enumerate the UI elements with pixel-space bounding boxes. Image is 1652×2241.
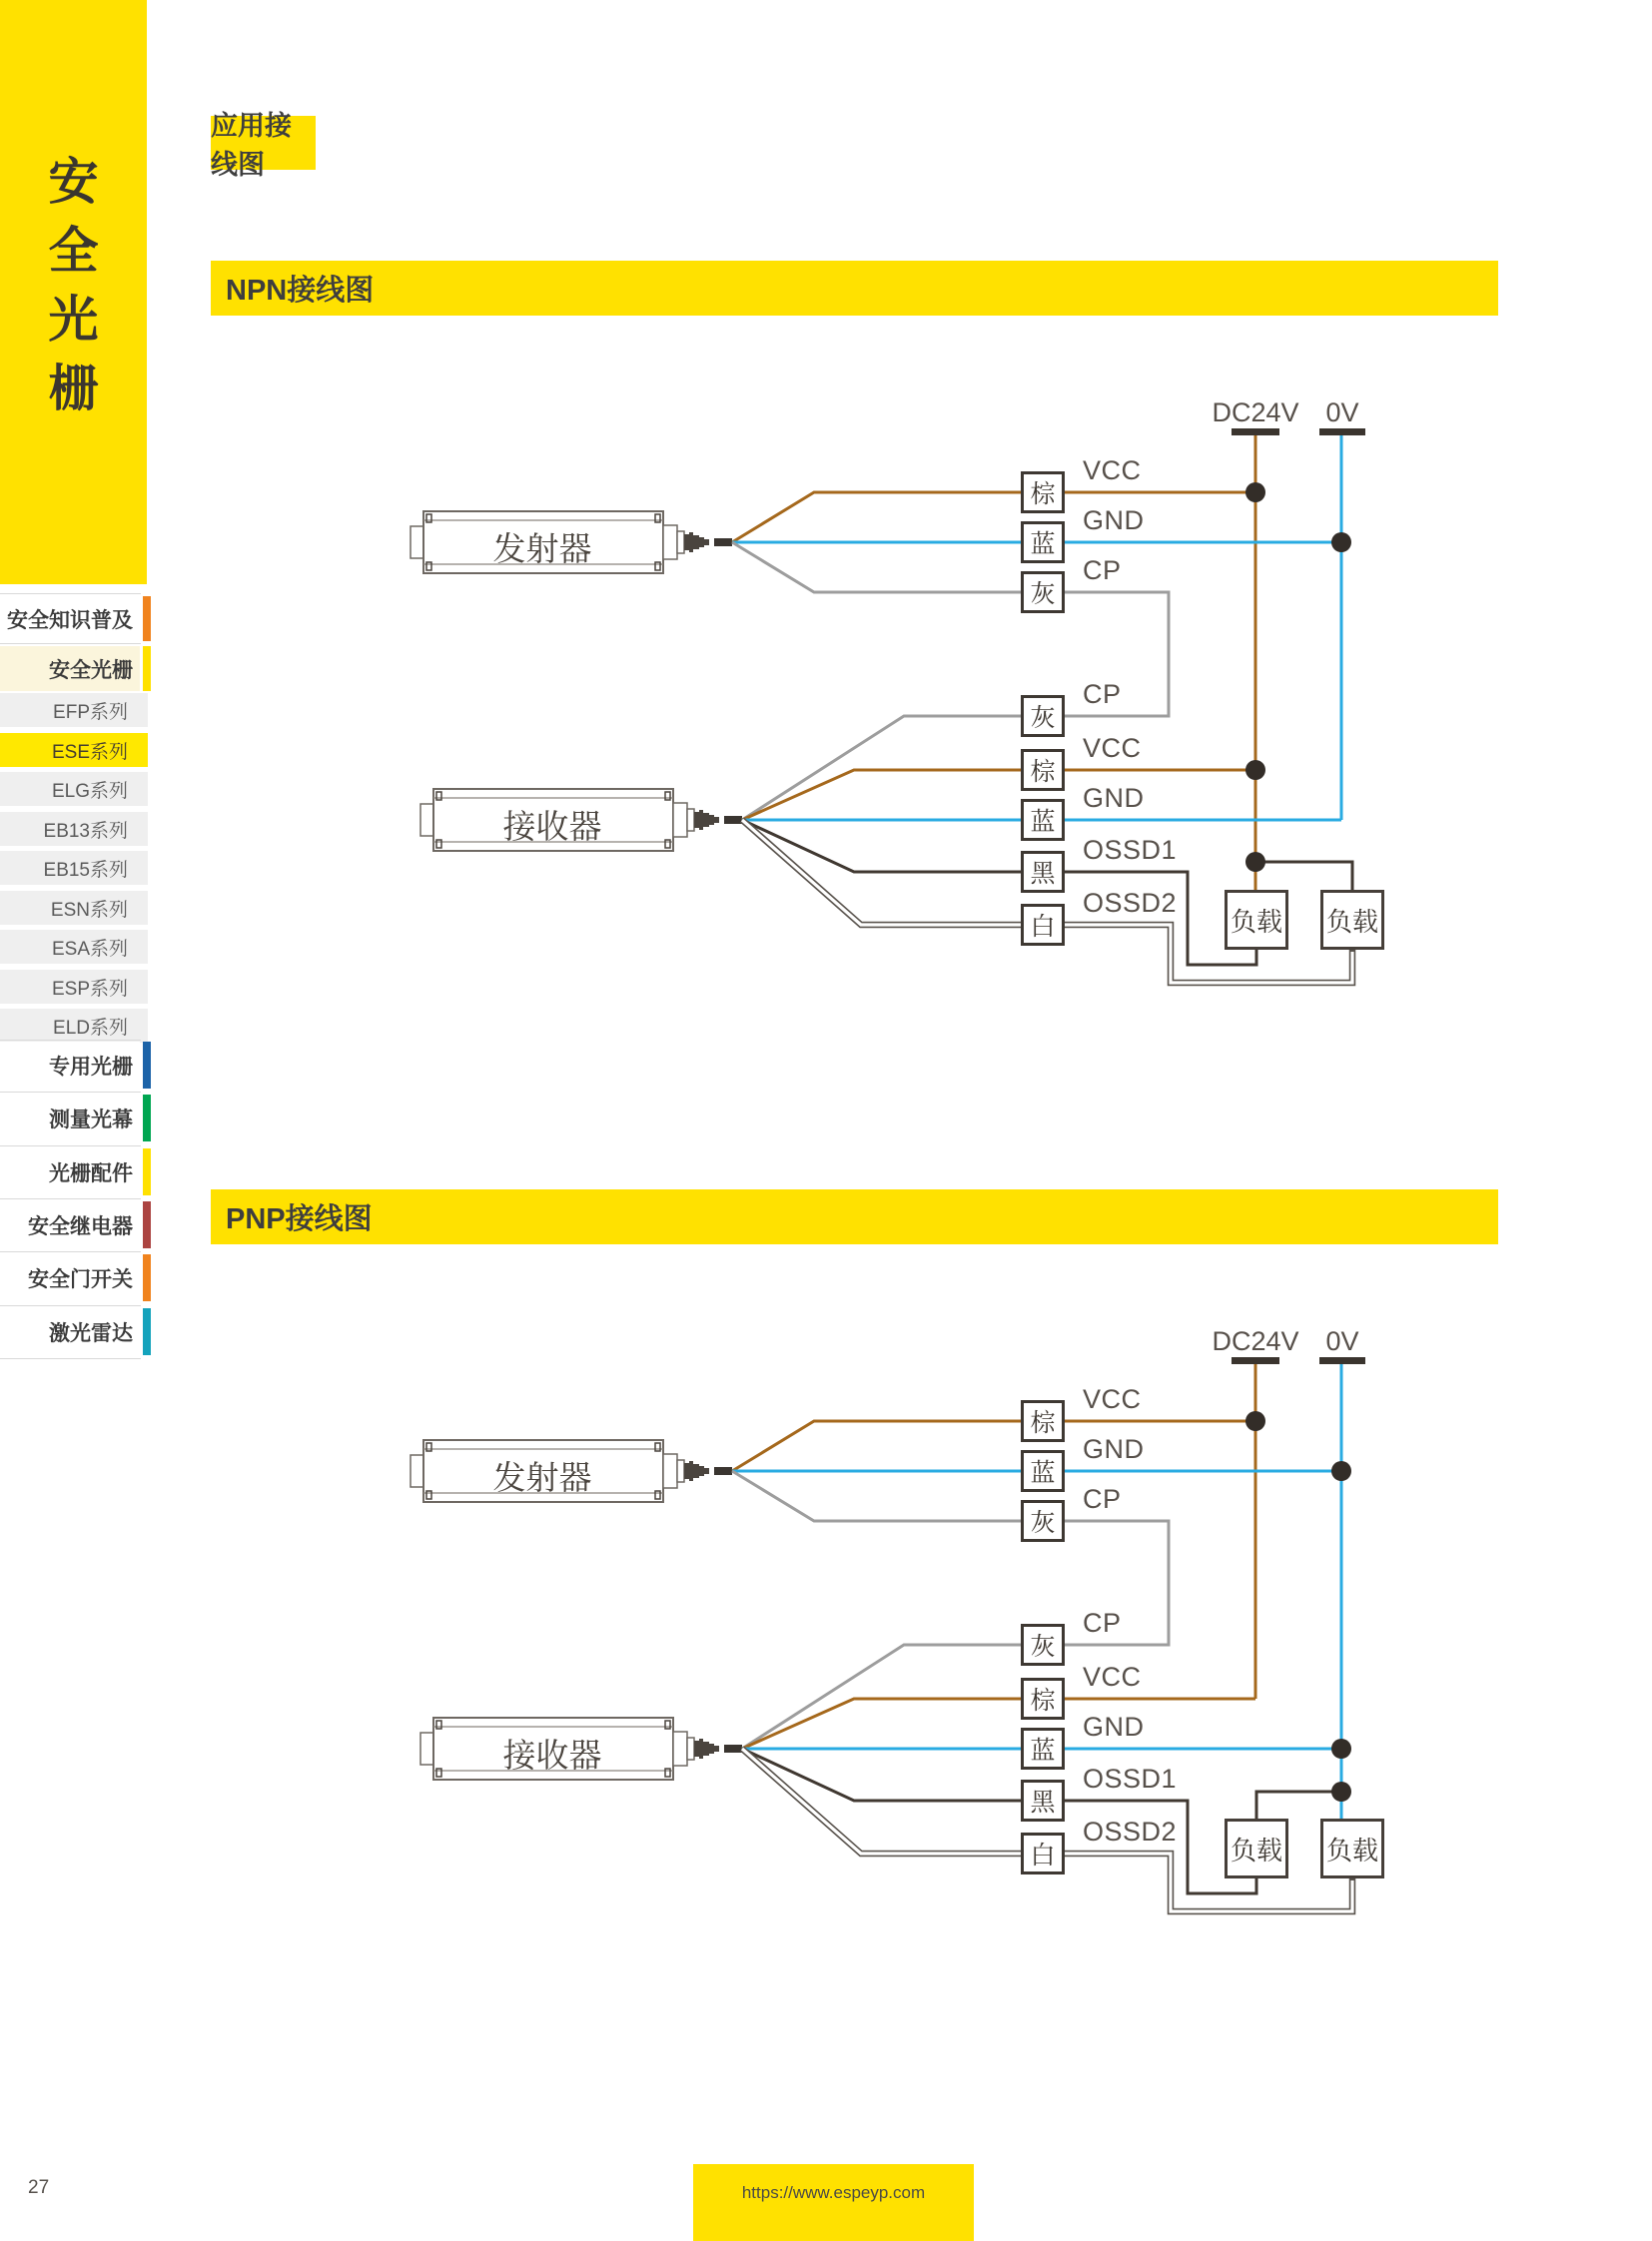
rail-label-dc24v: DC24V — [1212, 1326, 1299, 1356]
sidebar-item-label: ESP系列 — [51, 978, 128, 1000]
section-header-pnp: PNP接线图 — [211, 1189, 1498, 1244]
pnp-diagram — [411, 1357, 1365, 1911]
signal-label-cp: CP — [1083, 555, 1122, 585]
signal-label-ossd1: OSSD1 — [1083, 1764, 1178, 1794]
junction-dot — [1331, 532, 1351, 552]
terminal-box-black: 黑 — [1021, 851, 1065, 893]
junction-dot — [1245, 1411, 1265, 1431]
npn-tx-vcc-wire — [732, 492, 1255, 542]
receiver-label: 接收器 — [502, 808, 602, 845]
npn-rx-vcc-wire — [742, 770, 1255, 820]
terminal-box-white: 白 — [1021, 904, 1065, 946]
terminal-box-blue: 蓝 — [1021, 1450, 1065, 1492]
terminal-box-brown: 棕 — [1021, 1400, 1065, 1442]
signal-label-ossd2: OSSD2 — [1083, 1817, 1178, 1847]
terminal-box-gray: 灰 — [1021, 1624, 1065, 1666]
sidebar-item-label: ESE系列 — [51, 741, 128, 763]
page-title-badge: 应用接线图 — [211, 116, 316, 170]
sidebar-item-label: 光栅配件 — [49, 1161, 133, 1185]
terminal-box-brown: 棕 — [1021, 471, 1065, 513]
signal-label-vcc: VCC — [1083, 733, 1142, 763]
signal-label-cp: CP — [1083, 1608, 1122, 1638]
sidebar-item-label: EB13系列 — [43, 820, 128, 842]
npn-load2-branch — [1255, 862, 1352, 890]
terminal-box-gray: 灰 — [1021, 695, 1065, 737]
load-box: 负载 — [1225, 890, 1288, 950]
sidebar-item-label: 激光雷达 — [49, 1321, 133, 1345]
load-box: 负载 — [1320, 890, 1384, 950]
terminal-box-brown: 棕 — [1021, 1678, 1065, 1720]
sidebar-item-label: 安全知识普及 — [7, 608, 133, 632]
terminal-box-black: 黑 — [1021, 1780, 1065, 1822]
npn-rx-cp-wire — [742, 716, 1065, 820]
terminal-box-blue: 蓝 — [1021, 799, 1065, 841]
sidebar-item-label: ESN系列 — [50, 899, 128, 921]
signal-label-vcc: VCC — [1083, 455, 1142, 485]
junction-dot — [1331, 1461, 1351, 1481]
transmitter-label: 发射器 — [492, 1459, 592, 1496]
signal-label-gnd: GND — [1083, 505, 1145, 535]
junction-dot — [1331, 1782, 1351, 1802]
signal-label-gnd: GND — [1083, 1434, 1145, 1464]
sidebar-item-label: 测量光幕 — [49, 1108, 133, 1131]
junction-dot — [1331, 1739, 1351, 1759]
pnp-load1-branch — [1256, 1792, 1341, 1819]
terminal-box-white: 白 — [1021, 1833, 1065, 1874]
signal-label-ossd2: OSSD2 — [1083, 888, 1178, 918]
transmitter-label: 发射器 — [492, 530, 592, 567]
npn-dc24v-terminal-bar — [1232, 428, 1279, 435]
terminal-box-blue: 蓝 — [1021, 1728, 1065, 1770]
sidebar-item-label: 安全继电器 — [28, 1214, 133, 1238]
npn-ossd1-wire — [742, 820, 1256, 965]
signal-label-gnd: GND — [1083, 1712, 1145, 1742]
pnp-0v-terminal-bar — [1319, 1357, 1365, 1364]
pnp-dc24v-terminal-bar — [1232, 1357, 1279, 1364]
signal-label-cp: CP — [1083, 679, 1122, 709]
sidebar-item-label: 专用光栅 — [49, 1055, 133, 1079]
section-header-npn: NPN接线图 — [211, 261, 1498, 316]
terminal-box-gray: 灰 — [1021, 1500, 1065, 1542]
signal-label-ossd1: OSSD1 — [1083, 835, 1178, 865]
sidebar-item-label: EB15系列 — [43, 859, 128, 881]
sidebar-item-label: 安全光栅 — [49, 658, 133, 682]
sidebar-vertical-title-text: 安全光栅 — [48, 154, 99, 416]
signal-label-cp: CP — [1083, 1484, 1122, 1514]
rail-label-0v: 0V — [1325, 1326, 1359, 1356]
junction-dot — [1245, 482, 1265, 502]
load-box: 负载 — [1225, 1819, 1288, 1878]
terminal-box-gray: 灰 — [1021, 571, 1065, 613]
junction-dot — [1245, 760, 1265, 780]
rail-label-0v: 0V — [1325, 397, 1359, 427]
sidebar-item-label: 安全门开关 — [28, 1267, 133, 1291]
sidebar-item-label: ESA系列 — [51, 938, 128, 960]
load-box: 负载 — [1320, 1819, 1384, 1878]
sidebar-item-label: ELG系列 — [51, 780, 128, 802]
pnp-tx-vcc-wire — [732, 1421, 1255, 1471]
sidebar-item-label: EFP系列 — [53, 701, 128, 723]
receiver-label: 接收器 — [502, 1737, 602, 1774]
signal-label-gnd: GND — [1083, 783, 1145, 813]
pnp-rx-cp-wire — [742, 1645, 1065, 1749]
page-number: 27 — [28, 2177, 50, 2198]
pnp-rx-vcc-wire — [742, 1699, 1255, 1749]
footer-url[interactable]: https://www.espeyp.com — [741, 2183, 926, 2202]
pnp-ossd1-wire — [742, 1749, 1256, 1893]
npn-0v-terminal-bar — [1319, 428, 1365, 435]
junction-dot — [1245, 852, 1265, 872]
sidebar-item-label: ELD系列 — [53, 1017, 128, 1039]
signal-label-vcc: VCC — [1083, 1384, 1142, 1414]
signal-label-vcc: VCC — [1083, 1662, 1142, 1692]
terminal-box-blue: 蓝 — [1021, 521, 1065, 563]
rail-label-dc24v: DC24V — [1212, 397, 1299, 427]
terminal-box-brown: 棕 — [1021, 749, 1065, 791]
npn-diagram — [411, 428, 1365, 983]
